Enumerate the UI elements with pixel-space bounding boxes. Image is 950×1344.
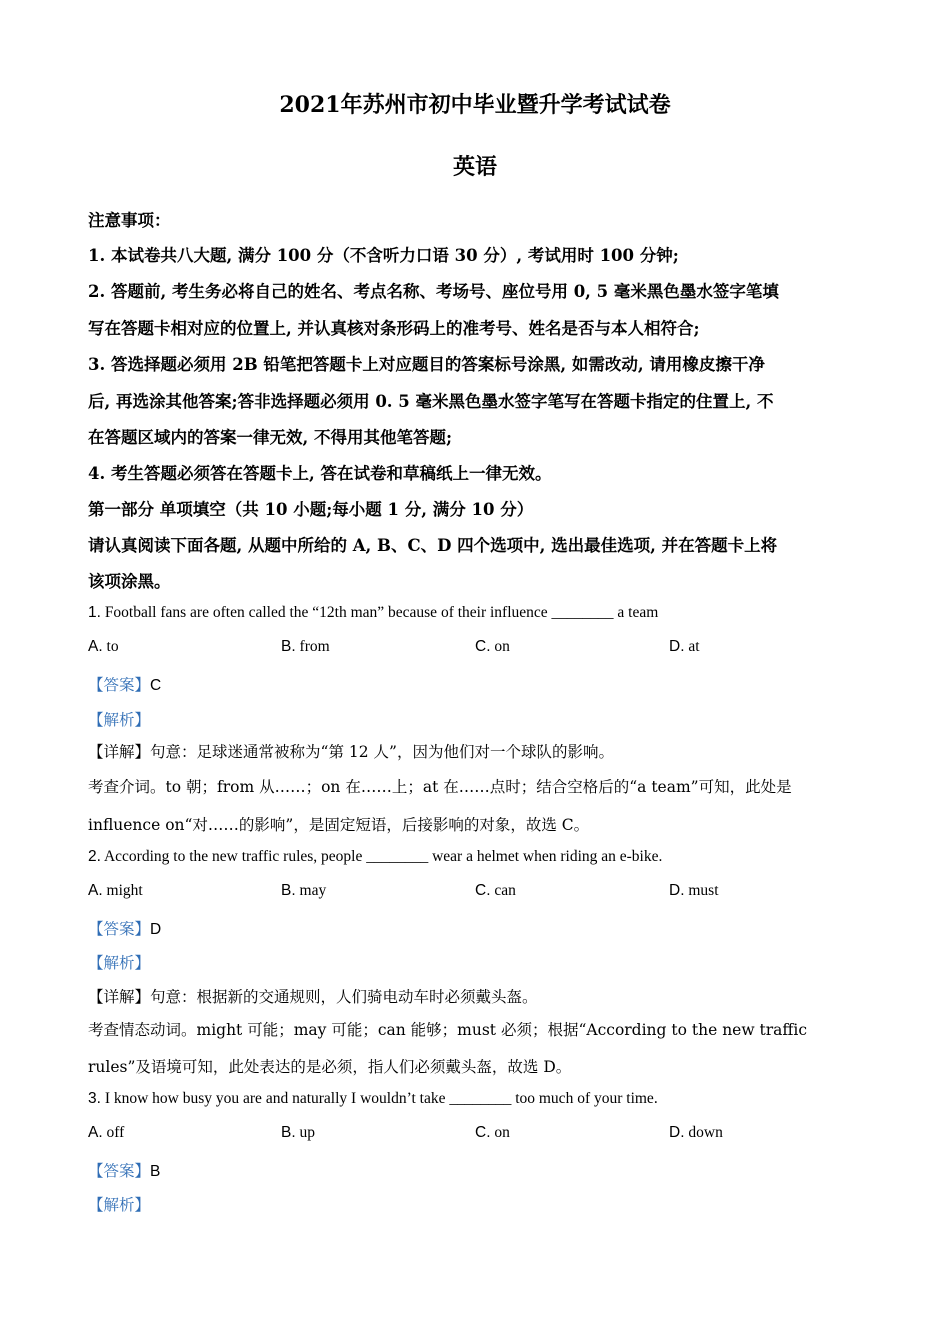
option-a	[88, 882, 143, 900]
question-text: According to the new traffic rules, people ________ wear a helmet when riding an e-bike.	[103, 848, 663, 865]
option-a	[88, 638, 119, 656]
option-text: off	[106, 1124, 125, 1141]
option-letter: B.	[281, 882, 296, 899]
explanation-text: 考查情态动词。might 可能；may 可能；can 能够；must 必须；根据“According to the new traffic	[88, 1021, 808, 1039]
option-letter: C.	[475, 638, 491, 655]
option-c	[475, 1124, 510, 1142]
explanation-text: 考查介词。to 朝；from 从……；on 在……上；at 在……点时；结合空格后的“a team”可知，此处是	[88, 778, 792, 796]
notice-item: 3. 答选择题必须用 2B 铅笔把答题卡上对应题目的答案标号涂黑, 如需改动, 请用橡皮擦干净	[88, 355, 765, 374]
question-text: I know how busy you are and naturally I wouldn’t take ________ too much of your time.	[104, 1090, 658, 1107]
option-b	[281, 1124, 315, 1142]
question-1	[88, 604, 863, 622]
part-instruction: 请认真阅读下面各题, 从题中所给的 A, B、C、D 四个选项中, 选出最佳选项, 并在答题卡上将	[88, 536, 778, 555]
detail-line	[88, 740, 614, 762]
option-text: from	[299, 638, 330, 655]
analysis-line	[88, 1193, 150, 1215]
option-text: to	[106, 638, 119, 655]
option-text: may	[299, 882, 327, 899]
option-text: on	[494, 1124, 510, 1141]
option-text: up	[299, 1124, 316, 1141]
notice-item: 写在答题卡相对应的位置上, 并认真核对条形码上的准考号、姓名是否与本人相符合;	[88, 319, 700, 338]
option-text: can	[494, 882, 516, 899]
detail-text: 句意：足球迷通常被称为“第 12 人”，因为他们对一个球队的影响。	[150, 743, 614, 761]
notice-item: 4. 考生答题必须答在答题卡上, 答在试卷和草稿纸上一律无效。	[88, 464, 552, 483]
option-letter: C.	[475, 1124, 491, 1141]
question-number: 2.	[88, 848, 101, 865]
option-letter: D.	[669, 882, 685, 899]
subject-title: 英语	[452, 154, 497, 180]
option-d	[669, 1124, 723, 1142]
exam-title: 2021年苏州市初中毕业暨升学考试试卷	[279, 92, 671, 118]
option-b	[281, 638, 330, 656]
option-letter: D.	[669, 1124, 685, 1141]
option-c	[475, 638, 510, 656]
answer-value: D	[150, 921, 162, 938]
option-letter: C.	[475, 882, 491, 899]
analysis-label: 【解析】	[88, 711, 151, 729]
part-heading: 第一部分 单项填空（共 10 小题;每小题 1 分, 满分 10 分）	[88, 500, 534, 519]
answer-value: B	[150, 1163, 161, 1180]
option-text: down	[688, 1124, 723, 1141]
option-letter: A.	[88, 638, 103, 655]
option-d	[669, 638, 700, 656]
question-2	[88, 848, 863, 866]
notice-item: 2. 答题前, 考生务必将自己的姓名、考点名称、考场号、座位号用 0, 5 毫米黑色墨水签字笔填	[88, 282, 779, 301]
option-text: at	[688, 638, 700, 655]
analysis-line	[88, 951, 150, 973]
explanation-text: influence on“对……的影响”，是固定短语，后接影响的对象，故选 C。	[88, 816, 590, 834]
notice-item: 后, 再选涂其他答案;答非选择题必须用 0. 5 毫米黑色墨水签字笔写在答题卡指定的住置上, 不	[88, 392, 774, 411]
option-text: must	[688, 882, 719, 899]
detail-label: 【详解】	[88, 988, 151, 1006]
option-letter: A.	[88, 882, 103, 899]
explanation-text: rules”及语境可知，此处表达的是必须，指人们必须戴头盔，故选 D。	[88, 1058, 572, 1076]
answer-line	[88, 1159, 160, 1181]
analysis-label: 【解析】	[88, 1196, 151, 1214]
question-text: Football fans are often called the “12th man” because of their influence ________ a team	[104, 604, 659, 621]
option-letter: D.	[669, 638, 685, 655]
option-c	[475, 882, 516, 900]
detail-line	[88, 985, 538, 1007]
answer-value: C	[150, 677, 162, 694]
notice-item: 1. 本试卷共八大题, 满分 100 分（不含听力口语 30 分）, 考试用时 100 分钟;	[88, 246, 679, 265]
answer-line	[88, 673, 161, 695]
option-text: on	[494, 638, 510, 655]
question-number: 3.	[88, 1090, 101, 1107]
option-a	[88, 1124, 124, 1142]
option-b	[281, 882, 326, 900]
analysis-label: 【解析】	[88, 954, 151, 972]
answer-label: 【答案】	[88, 676, 151, 694]
detail-text: 句意：根据新的交通规则，人们骑电动车时必须戴头盔。	[150, 988, 538, 1006]
option-letter: A.	[88, 1124, 103, 1141]
answer-label: 【答案】	[88, 920, 151, 938]
question-3	[88, 1090, 863, 1108]
analysis-line	[88, 708, 150, 730]
detail-label: 【详解】	[88, 743, 151, 761]
notice-item: 在答题区域内的答案一律无效, 不得用其他笔答题;	[88, 428, 453, 447]
answer-label: 【答案】	[88, 1162, 151, 1180]
answer-line	[88, 917, 161, 939]
part-instruction: 该项涂黑。	[88, 572, 171, 591]
question-number: 1.	[88, 604, 101, 621]
option-letter: B.	[281, 638, 296, 655]
option-d	[669, 882, 719, 900]
option-text: might	[106, 882, 143, 899]
option-letter: B.	[281, 1124, 296, 1141]
notice-heading: 注意事项：	[88, 211, 171, 230]
